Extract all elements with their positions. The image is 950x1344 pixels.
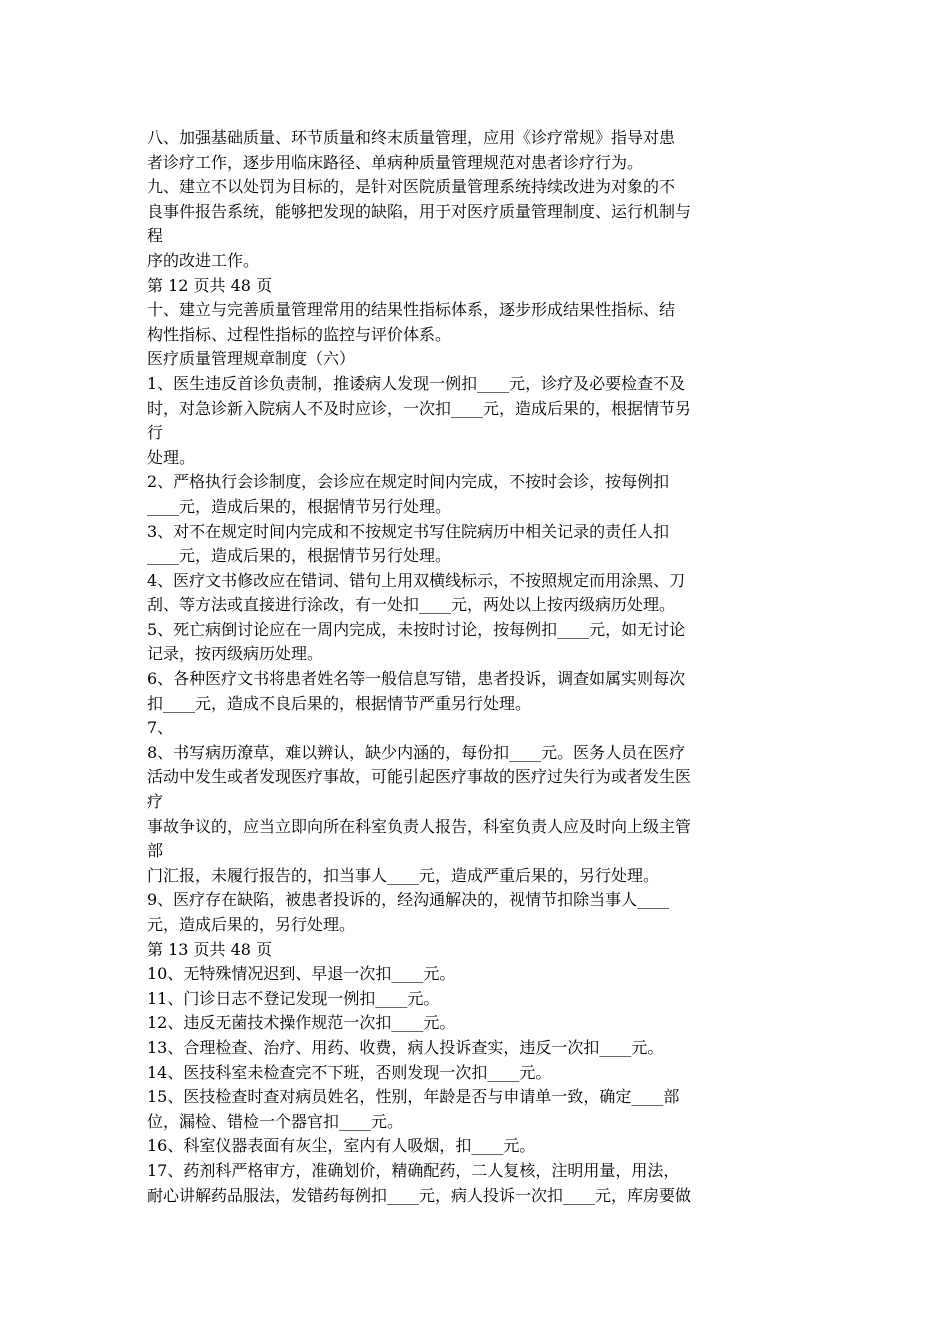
text-line: 九、建立不以处罚为目标的，是针对医院质量管理系统持续改进为对象的不: [147, 177, 676, 197]
text-line: 2、严格执行会诊制度，会诊应在规定时间内完成，不按时会诊，按每例扣: [147, 472, 670, 492]
text-line: 记录，按丙级病历处理。: [147, 644, 324, 664]
text-line: 9、医疗存在缺陷，被患者投诉的，经沟通解决的，视情节扣除当事人____: [147, 890, 670, 910]
text-line: 位，漏检、错检一个器官扣____元。: [147, 1111, 404, 1131]
section-heading: 医疗质量管理规章制度（六）: [147, 349, 356, 369]
text-line: ____元，造成后果的，根据情节另行处理。: [147, 496, 452, 516]
text-line: 者诊疗工作，逐步用临床路径、单病种质量管理规范对患者诊疗行为。: [147, 152, 644, 172]
text-line: 疗: [147, 792, 164, 812]
text-line: 4、医疗文书修改应在错词、错句上用双横线标示，不按照规定而用涂黑、刀: [147, 570, 686, 590]
text-line: 17、药剂科严格审方，准确划价，精确配药，二人复核，注明用量，用法，: [147, 1160, 680, 1180]
text-line: 7、: [147, 718, 174, 738]
text-line: 10、无特殊情况迟到、早退一次扣____元。: [147, 964, 456, 984]
text-line: 13、合理检查、治疗、用药、收费，病人投诉查实，违反一次扣____元。: [147, 1037, 664, 1057]
text-line: 事故争议的，应当立即向所在科室负责人报告，科室负责人应及时向上级主管: [147, 816, 692, 836]
text-line: 扣____元，造成不良后果的，根据情节严重另行处理。: [147, 693, 532, 713]
text-line: 16、科室仪器表面有灰尘，室内有人吸烟，扣____元。: [147, 1136, 536, 1156]
text-line: 处理。: [147, 447, 196, 467]
text-line: 6、各种医疗文书将患者姓名等一般信息写错，患者投诉，调查如属实则每次: [147, 669, 686, 689]
text-line: 8、书写病历潦草，难以辨认，缺少内涵的，每份扣____元。医务人员在医疗: [147, 742, 686, 762]
text-line: 良事件报告系统，能够把发现的缺陷，用于对医疗质量管理制度、运行机制与: [147, 201, 692, 221]
page-number: 第 12 页共 48 页: [147, 275, 273, 295]
text-line: 行: [147, 423, 164, 443]
text-line: 11、门诊日志不登记发现一例扣____元。: [147, 988, 440, 1008]
text-line: 八、加强基础质量、环节质量和终末质量管理，应用《诊疗常规》指导对患: [147, 128, 676, 147]
text-line: 15、医技检查时查对病员姓名，性别，年龄是否与申请单一致，确定____部: [147, 1087, 680, 1107]
text-line: 部: [147, 841, 164, 861]
text-line: 1、医生违反首诊负责制，推诿病人发现一例扣____元，诊疗及必要检查不及: [147, 373, 686, 393]
text-line: 程: [147, 226, 164, 246]
text-line: 12、违反无菌技术操作规范一次扣____元。: [147, 1013, 456, 1033]
text-line: 门汇报，未履行报告的，扣当事人____元，造成严重后果的，另行处理。: [147, 865, 660, 885]
text-line: 时，对急诊新入院病人不及时应诊，一次扣____元，造成后果的，根据情节另: [147, 398, 692, 418]
page-number: 第 13 页共 48 页: [147, 939, 273, 959]
document-body: [147, 126, 817, 1208]
text-line: 耐心讲解药品服法，发错药每例扣____元，病人投诉一次扣____元，库房要做: [147, 1185, 692, 1205]
text-line: ____元，造成后果的，根据情节另行处理。: [147, 546, 452, 566]
text-line: 构性指标、过程性指标的监控与评价体系。: [147, 324, 452, 344]
text-line: 序的改进工作。: [147, 250, 260, 270]
text-line: 14、医技科室未检查完不下班，否则发现一次扣____元。: [147, 1062, 552, 1082]
text-line: 十、建立与完善质量管理常用的结果性指标体系，逐步形成结果性指标、结: [147, 300, 676, 320]
text-line: 活动中发生或者发现医疗事故，可能引起医疗事故的医疗过失行为或者发生医: [147, 767, 692, 787]
text-line: 刮、等方法或直接进行涂改，有一处扣____元，两处以上按丙级病历处理。: [147, 595, 676, 615]
text-line: 5、死亡病倒讨论应在一周内完成，未按时讨论，按每例扣____元，如无讨论: [147, 619, 686, 639]
text-line: 3、对不在规定时间内完成和不按规定书写住院病历中相关记录的责任人扣: [147, 521, 670, 541]
text-line: 元，造成后果的，另行处理。: [147, 915, 356, 934]
